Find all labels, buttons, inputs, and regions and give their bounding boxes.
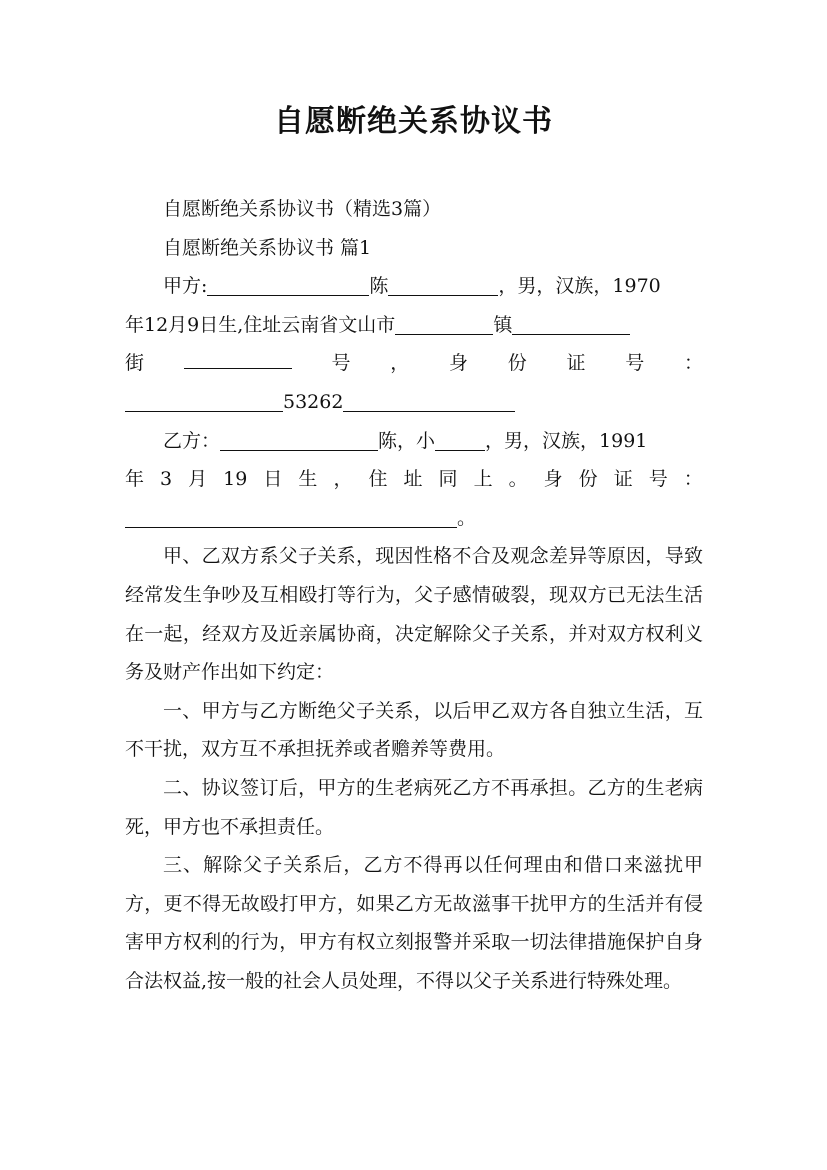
party-a-line-1 bbox=[125, 267, 703, 306]
party-b-end-mark: 。 bbox=[457, 506, 477, 529]
party-a-id-partial: 53262 bbox=[283, 390, 344, 413]
party-a-given-name-blank[interactable] bbox=[388, 276, 498, 296]
party-b-char: 址 bbox=[403, 468, 423, 491]
party-b-char: 住 bbox=[368, 468, 388, 491]
party-a-id-blank-2[interactable] bbox=[343, 392, 515, 412]
party-a-id-blank-1[interactable] bbox=[125, 392, 283, 412]
party-b-char: 。 bbox=[508, 468, 528, 491]
party-b-id-blank[interactable] bbox=[125, 508, 457, 528]
party-b-tail: ，男，汉族，1991 bbox=[485, 429, 648, 452]
party-b-char: ， bbox=[333, 468, 353, 491]
party-a-id-char-2: 份 bbox=[507, 352, 527, 375]
party-a-line-3 bbox=[125, 344, 703, 383]
paragraph-clause-3: 三、解除父子关系后，乙方不得再以任何理由和借口来滋扰甲方，更不得无故殴打甲方，如果乙方无故滋事干扰甲方的生活并有侵害甲方权利的行为，甲方有权立刻报警并采取一切法律措施保护自身合法权益,按一般的社会人员处理，不得以父子关系进行特殊处理。 bbox=[125, 854, 703, 992]
party-b-char: 证 bbox=[613, 468, 633, 491]
party-b-line-1 bbox=[125, 422, 703, 461]
document-body bbox=[125, 190, 703, 1000]
party-b-surname: 陈，小 bbox=[378, 429, 436, 452]
party-b-char: 身 bbox=[543, 468, 563, 491]
party-b-name-blank[interactable] bbox=[220, 431, 378, 451]
party-b-char: 号 bbox=[648, 468, 668, 491]
party-a-id-char-5: ： bbox=[683, 352, 703, 375]
party-a-id-char-3: 证 bbox=[566, 352, 586, 375]
party-b-char: 同 bbox=[438, 468, 458, 491]
party-b-char: 生 bbox=[298, 468, 318, 491]
party-a-line-4 bbox=[125, 383, 703, 422]
party-b-line-2 bbox=[125, 460, 703, 499]
party-a-id-char-4: 号 bbox=[625, 352, 645, 375]
party-b-char: 年 bbox=[125, 468, 145, 491]
party-a-town-blank[interactable] bbox=[512, 315, 630, 335]
party-b-char: 份 bbox=[578, 468, 598, 491]
party-b-char: 3 bbox=[160, 468, 173, 491]
party-b-char: ： bbox=[683, 468, 703, 491]
party-a-tail: ，男，汉族，1970 bbox=[498, 275, 661, 298]
party-b-label: 乙方： bbox=[163, 429, 221, 452]
party-a-town: 镇 bbox=[493, 313, 513, 336]
party-a-line-2 bbox=[125, 306, 703, 345]
party-a-street-blank[interactable] bbox=[184, 349, 292, 369]
party-b-line-3 bbox=[125, 499, 703, 538]
subtitle: 自愿断绝关系协议书（精选3篇） bbox=[163, 198, 442, 220]
party-b-char: 日 bbox=[263, 468, 283, 491]
party-a-city-blank[interactable] bbox=[395, 315, 493, 335]
party-b-block bbox=[125, 422, 703, 538]
paragraph-clause-2: 二、协议签订后，甲方的生老病死乙方不再承担。乙方的生老病死，甲方也不承担责任。 bbox=[125, 776, 703, 838]
section-heading: 自愿断绝关系协议书 篇1 bbox=[163, 236, 372, 259]
party-b-given-name-blank[interactable] bbox=[435, 431, 485, 451]
document-title: 自愿断绝关系协议书 bbox=[274, 104, 553, 139]
party-a-id-char-1: 身 bbox=[448, 352, 468, 375]
party-a-block bbox=[125, 267, 703, 421]
party-a-name-blank[interactable] bbox=[207, 276, 369, 296]
party-a-surname: 陈 bbox=[369, 275, 389, 298]
party-a-birth-address: 年12月9日生,住址云南省文山市 bbox=[125, 313, 396, 336]
party-a-label: 甲方: bbox=[163, 275, 208, 298]
party-a-number: 号 bbox=[331, 352, 351, 375]
paragraph-relationship: 甲、乙双方系父子关系，现因性格不合及观念差异等原因，导致经常发生争吵及互相殴打等行为，父子感情破裂，现双方已无法生活在一起，经双方及近亲属协商，决定解除父子关系，并对双方权利义务及财产作出如下约定： bbox=[125, 545, 703, 684]
paragraph-clause-1: 一、甲方与乙方断绝父子关系，以后甲乙双方各自独立生活，互不干扰，双方互不承担抚养或者赡养等费用。 bbox=[125, 699, 703, 761]
party-a-comma: ， bbox=[390, 352, 410, 375]
party-b-char: 月 bbox=[188, 468, 208, 491]
party-a-street: 街 bbox=[125, 352, 145, 375]
party-b-char: 上 bbox=[473, 468, 493, 491]
party-b-char: 19 bbox=[223, 468, 248, 491]
